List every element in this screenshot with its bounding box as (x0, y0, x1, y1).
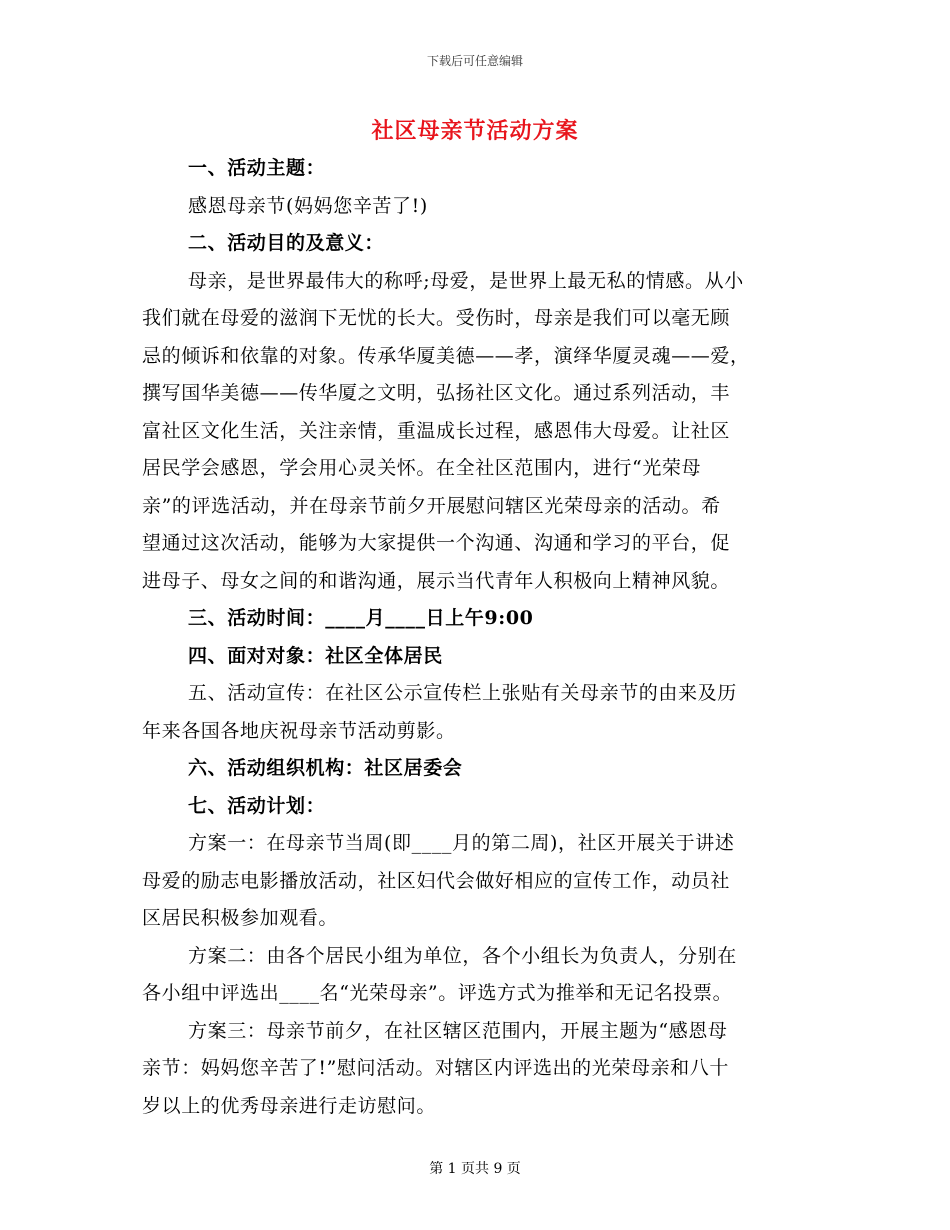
paragraph-line: 居民学会感恩，学会用心灵关怀。在全社区范围内，进行“光荣母 (142, 457, 702, 479)
page-header: 下载后可任意编辑 (426, 54, 523, 68)
paragraph-line: 方案三：母亲节前夕，在社区辖区范围内，开展主题为“感恩母 (188, 1019, 728, 1042)
page-number-footer: 第 1 页共 9 页 (429, 1161, 521, 1177)
paragraph-line: 各小组中评选出____名“光荣母亲”。评选方式为推举和无记名投票。 (142, 982, 733, 1004)
section-heading: 四、面对对象：社区全体居民 (188, 644, 443, 667)
paragraph-line: 五、活动宣传：在社区公示宣传栏上张贴有关母亲节的由来及历 (188, 682, 737, 704)
paragraph-line: 区居民积极参加观看。 (142, 907, 339, 929)
paragraph-line: 撰写国华美德——传华厦之文明，弘扬社区文化。通过系列活动，丰 (142, 382, 731, 404)
paragraph-line: 感恩母亲节(妈妈您辛苦了!) (188, 194, 428, 217)
paragraph-line: 富社区文化生活，关注亲情，重温成长过程，感恩伟大母爱。让社区 (142, 419, 731, 442)
section-heading: 三、活动时间：____月____日上午9:00 (188, 607, 534, 629)
paragraph-line: 我们就在母爱的滋润下无忧的长大。受伤时，母亲是我们可以毫无顾 (142, 307, 731, 329)
paragraph-line: 方案二：由各个居民小组为单位，各个小组长为负责人，分别在 (188, 944, 737, 967)
document-title: 社区母亲节活动方案 (371, 118, 579, 144)
paragraph-line: 年来各国各地庆祝母亲节活动剪影。 (142, 719, 456, 742)
section-heading: 一、活动主题： (188, 157, 326, 179)
paragraph-line: 母亲，是世界最伟大的称呼;母爱，是世界上最无私的情感。从小 (188, 269, 744, 292)
paragraph-line: 进母子、母女之间的和谐沟通，展示当代青年人积极向上精神风貌。 (142, 569, 731, 592)
paragraph-line: 忌的倾诉和依靠的对象。传承华厦美德——孝，演绎华厦灵魂——爱， (142, 344, 750, 367)
section-heading: 七、活动计划： (188, 794, 326, 817)
paragraph-line: 望通过这次活动，能够为大家提供一个沟通、沟通和学习的平台，促 (142, 532, 731, 554)
section-heading: 六、活动组织机构：社区居委会 (188, 757, 463, 779)
paragraph-line: 岁以上的优秀母亲进行走访慰问。 (142, 1094, 437, 1117)
paragraph-line: 亲”的评选活动，并在母亲节前夕开展慰问辖区光荣母亲的活动。希 (142, 494, 721, 517)
section-heading: 二、活动目的及意义： (188, 232, 385, 254)
paragraph-line: 母爱的励志电影播放活动，社区妇代会做好相应的宣传工作，动员社 (142, 869, 731, 892)
paragraph-line: 方案一：在母亲节当周(即____月的第二周)，社区开展关于讲述 (188, 832, 735, 854)
document-body (142, 150, 806, 1125)
paragraph-line: 亲节：妈妈您辛苦了!”慰问活动。对辖区内评选出的光荣母亲和八十 (142, 1057, 729, 1079)
